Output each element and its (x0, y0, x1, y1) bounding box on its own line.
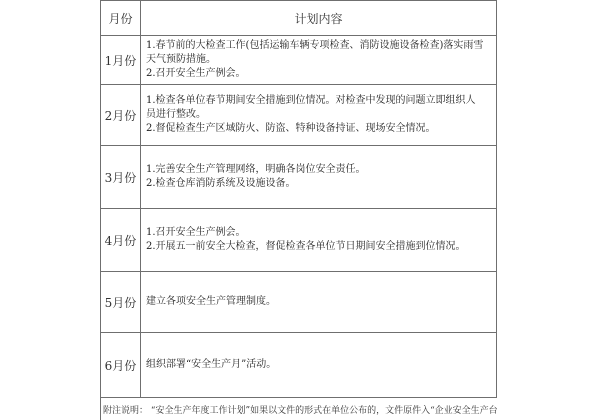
plan-line: 1.召开安全生产例会。 (146, 226, 492, 240)
month-cell: 1月份 (101, 36, 141, 85)
table-row (101, 146, 497, 209)
plan-content-cell (141, 333, 497, 398)
plan-content-cell (141, 85, 497, 146)
note-row (101, 398, 497, 420)
work-plan-table (100, 0, 497, 420)
plan-line: 1.完善安全生产管理网络，明确各岗位安全责任。 (146, 163, 492, 177)
plan-line: 2.召开安全生产例会。 (146, 67, 492, 81)
table-row (101, 272, 497, 333)
table-row (101, 85, 497, 146)
plan-line: 建立各项安全生产管理制度。 (146, 295, 492, 309)
month-cell: 4月份 (101, 209, 141, 272)
plan-line: 1.检查各单位春节期间安全措施到位情况。对检查中发现的问题立即组织人 员进行整改。 (146, 94, 492, 122)
month-cell: 2月份 (101, 85, 141, 146)
plan-content-cell (141, 36, 497, 85)
table-row (101, 333, 497, 398)
plan-line: 1.春节前的大检查工作(包括运输车辆专项检查、消防设施设备检查)落实雨雪天气预防措施。 (146, 39, 492, 67)
plan-line: 2.督促检查生产区域防火、防盗、特种设备持证、现场安全情况。 (146, 122, 492, 136)
table-row (101, 36, 497, 85)
plan-content-cell (141, 209, 497, 272)
footnote-text: 附注说明： “安全生产年度工作计划”如果以文件的形式在单位公布的，文件原件入“企业安全生产台 (101, 398, 497, 420)
table-row (101, 209, 497, 272)
plan-line: 2.开展五一前安全大检查，督促检查各单位节日期间安全措施到位情况。 (146, 240, 492, 254)
month-cell: 6月份 (101, 333, 141, 398)
month-cell: 5月份 (101, 272, 141, 333)
plan-line: 2.检查仓库消防系统及设施设备。 (146, 177, 492, 191)
plan-content-cell (141, 272, 497, 333)
plan-content-cell (141, 146, 497, 209)
table-header-row (101, 1, 497, 36)
plan-line: 组织部署“安全生产月”活动。 (146, 358, 492, 372)
month-cell: 3月份 (101, 146, 141, 209)
content-column-header: 计划内容 (141, 1, 497, 36)
month-column-header: 月份 (101, 1, 141, 36)
